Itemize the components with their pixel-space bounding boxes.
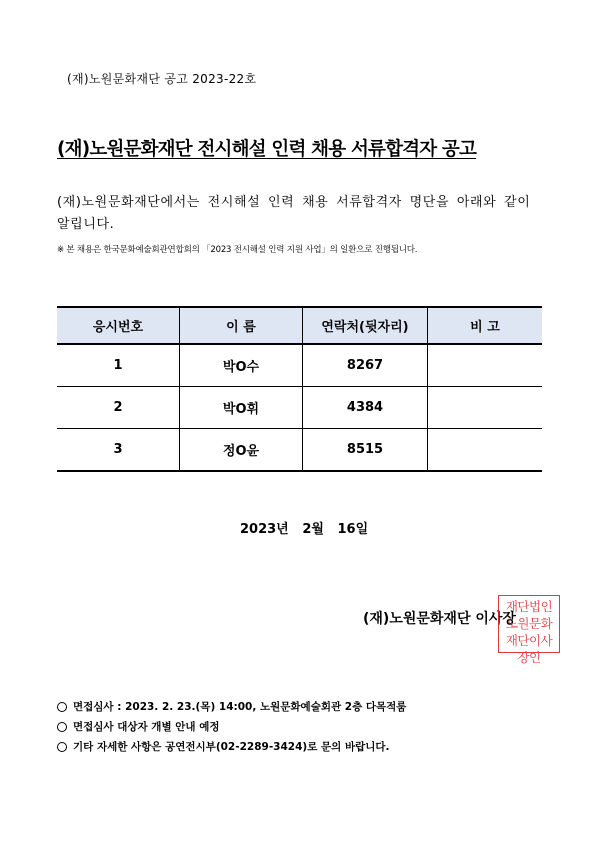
document-title: (재)노원문화재단 전시해설 인력 채용 서류합격자 공고 [57,139,477,160]
table-header-row [57,307,542,344]
list-item [57,697,406,717]
seal-text: 재단법인노원문화재단이사장인 [505,599,553,665]
table-row [57,344,542,387]
circle-bullet-icon [57,742,67,752]
cell-contact: 8267 [303,344,428,387]
note-text: 면접심사 : 2023. 2. 23.(목) 14:00, 노원문화예술회관 2층 다목적룸 [73,701,407,713]
announcement-date: 2023년 2월 16일 [240,522,369,537]
table-row [57,387,542,429]
cell-name: 정O윤 [180,429,303,472]
cell-name: 박O휘 [180,387,303,429]
list-item [57,737,406,757]
circle-bullet-icon [57,722,67,732]
notes-list [57,697,406,757]
cell-note [428,387,543,429]
cell-name: 박O수 [180,344,303,387]
header-note: 비 고 [428,307,543,344]
cell-note [428,429,543,472]
cell-contact: 4384 [303,387,428,429]
circle-bullet-icon [57,702,67,712]
cell-number: 3 [57,429,180,472]
cell-number: 2 [57,387,180,429]
results-table [57,306,542,472]
intro-paragraph: (재)노원문화재단에서는 전시해설 인력 채용 서류합격자 명단을 아래와 같이 알립니다. [57,195,531,232]
table-row [57,429,542,472]
header-name: 이 름 [180,307,303,344]
notice-number: (재)노원문화재단 공고 2023-22호 [67,72,257,86]
footnote: ※ 본 채용은 한국문화예술회관연합회의 「2023 전시해설 인력 지원 사업」의 일환으로 진행됩니다. [57,245,418,255]
issuer-signature: (재)노원문화재단 이사장 [363,611,516,627]
cell-note [428,344,543,387]
cell-contact: 8515 [303,429,428,472]
list-item [57,717,406,737]
note-text: 기타 자세한 사항은 공연전시부(02-2289-3424)로 문의 바랍니다. [73,741,390,753]
official-seal [498,595,560,665]
header-contact: 연락처(뒷자리) [303,307,428,344]
note-text: 면접심사 대상자 개별 안내 예정 [73,721,220,733]
header-number: 응시번호 [57,307,180,344]
cell-number: 1 [57,344,180,387]
